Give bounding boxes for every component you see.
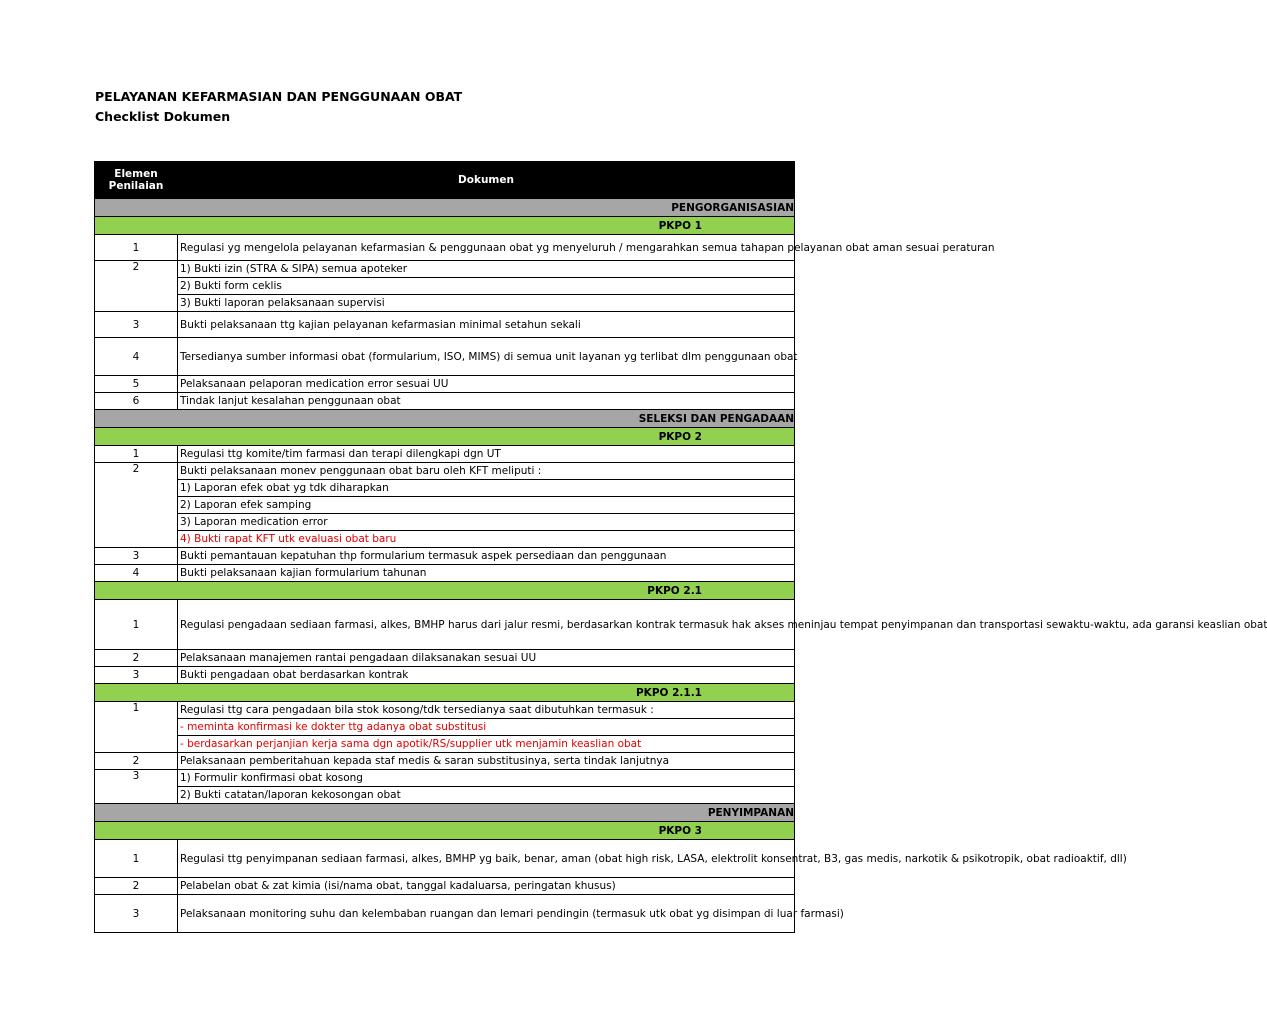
document-cell: 2) Bukti form ceklis xyxy=(178,278,795,295)
elemen-number: 2 xyxy=(95,753,178,770)
pkpo-row xyxy=(95,684,795,702)
table-header-row xyxy=(95,162,795,199)
pkpo-row xyxy=(95,582,795,600)
table-row xyxy=(95,338,795,376)
table-row xyxy=(95,667,795,684)
table-row xyxy=(95,235,795,261)
document-cell: Bukti pelaksanaan ttg kajian pelayanan kefarmasian minimal setahun sekali xyxy=(178,312,795,338)
document-cell: Bukti pelaksanaan kajian formularium tahunan xyxy=(178,565,795,582)
pkpo-row xyxy=(95,822,795,840)
document-cell: 1) Bukti izin (STRA & SIPA) semua apoteker xyxy=(178,261,795,278)
table-row xyxy=(95,463,795,480)
section-row xyxy=(95,410,795,428)
elemen-number: 3 xyxy=(95,667,178,684)
elemen-number: 4 xyxy=(95,338,178,376)
table-row xyxy=(95,295,795,312)
document-cell: 2) Laporan efek samping xyxy=(178,497,795,514)
document-cell: Pelaksanaan monitoring suhu dan kelembaban ruangan dan lemari pendingin (termasuk utk obat yg disimpan di luar farmasi) xyxy=(178,895,795,933)
document-cell: Regulasi yg mengelola pelayanan kefarmasian & penggunaan obat yg menyeluruh / mengarahkan semua tahapan pelayanan obat aman sesuai peraturan xyxy=(178,235,795,261)
document-title: PELAYANAN KEFARMASIAN DAN PENGGUNAAN OBAT xyxy=(95,89,463,104)
section-label-seleksi: SELEKSI DAN PENGADAAN xyxy=(638,412,794,425)
document-cell: 1) Formulir konfirmasi obat kosong xyxy=(178,770,795,787)
elemen-number: 3 xyxy=(95,312,178,338)
section-label-penyimpanan: PENYIMPANAN xyxy=(707,806,794,819)
elemen-number: 1 xyxy=(95,840,178,878)
document-cell: Tersedianya sumber informasi obat (formularium, ISO, MIMS) di semua unit layanan yg terlibat dlm penggunaan obat xyxy=(178,338,795,376)
checklist-table xyxy=(94,161,1267,933)
document-cell: 1) Laporan efek obat yg tdk diharapkan xyxy=(178,480,795,497)
pkpo-label-2-1-1: PKPO 2.1.1 xyxy=(635,686,702,699)
elemen-number: 4 xyxy=(95,565,178,582)
table-row xyxy=(95,312,795,338)
pkpo-row xyxy=(95,217,795,235)
document-cell: 2) Bukti catatan/laporan kekosongan obat xyxy=(178,787,795,804)
document-cell: Pelabelan obat & zat kimia (isi/nama obat, tanggal kadaluarsa, peringatan khusus) xyxy=(178,878,795,895)
table-row xyxy=(95,565,795,582)
document-cell: Tindak lanjut kesalahan penggunaan obat xyxy=(178,393,795,410)
document-cell: - berdasarkan perjanjian kerja sama dgn apotik/RS/supplier utk menjamin keaslian obat xyxy=(178,736,795,753)
elemen-number: 2 xyxy=(95,878,178,895)
elemen-number: 2 xyxy=(95,463,178,548)
pkpo-row xyxy=(95,428,795,446)
table-row xyxy=(95,736,795,753)
section-row xyxy=(95,199,795,217)
document-cell: 4) Bukti rapat KFT utk evaluasi obat baru xyxy=(178,531,795,548)
pkpo-label-1: PKPO 1 xyxy=(658,219,702,232)
table-row xyxy=(95,650,795,667)
header-dokumen: Dokumen xyxy=(178,162,795,199)
table-row xyxy=(95,770,795,787)
pkpo-label-2: PKPO 2 xyxy=(658,430,702,443)
document-cell: 3) Bukti laporan pelaksanaan supervisi xyxy=(178,295,795,312)
table-row xyxy=(95,702,795,719)
pkpo-label-3: PKPO 3 xyxy=(658,824,702,837)
document-cell: - meminta konfirmasi ke dokter ttg adanya obat substitusi xyxy=(178,719,795,736)
document-cell: 3) Laporan medication error xyxy=(178,514,795,531)
table-row xyxy=(95,446,795,463)
elemen-number: 3 xyxy=(95,548,178,565)
table-row xyxy=(95,278,795,295)
table-row xyxy=(95,840,795,878)
document-cell: Bukti pemantauan kepatuhan thp formularium termasuk aspek persediaan dan penggunaan xyxy=(178,548,795,565)
document-titles xyxy=(95,88,462,126)
table-row xyxy=(95,600,795,650)
header-elemen-penilaian: Elemen Penilaian xyxy=(95,162,178,199)
table-row xyxy=(95,261,795,278)
table-row xyxy=(95,895,795,933)
document-cell: Regulasi pengadaan sediaan farmasi, alkes, BMHP harus dari jalur resmi, berdasarkan kontrak termasuk hak akses meninjau tempat penyimpanan dan transportasi sewaktu-waktu, ada garansi keaslian obat xyxy=(178,600,795,650)
elemen-number: 1 xyxy=(95,702,178,753)
elemen-number: 1 xyxy=(95,446,178,463)
table-row xyxy=(95,531,795,548)
document-cell: Regulasi ttg penyimpanan sediaan farmasi, alkes, BMHP yg baik, benar, aman (obat high risk, LASA, elektrolit konsentrat, B3, gas medis, narkotik & psikotropik, obat radioaktif, dll) xyxy=(178,840,795,878)
document-cell: Pelaksanaan pemberitahuan kepada staf medis & saran substitusinya, serta tindak lanjutnya xyxy=(178,753,795,770)
table-row xyxy=(95,497,795,514)
elemen-number: 5 xyxy=(95,376,178,393)
document-cell: Pelaksanaan pelaporan medication error sesuai UU xyxy=(178,376,795,393)
section-label-pengorganisasian: PENGORGANISASIAN xyxy=(671,201,794,214)
document-cell: Pelaksanaan manajemen rantai pengadaan dilaksanakan sesuai UU xyxy=(178,650,795,667)
document-cell: Bukti pengadaan obat berdasarkan kontrak xyxy=(178,667,795,684)
document-cell: Regulasi ttg komite/tim farmasi dan terapi dilengkapi dgn UT xyxy=(178,446,795,463)
table-row xyxy=(95,514,795,531)
table-row xyxy=(95,376,795,393)
elemen-number: 3 xyxy=(95,770,178,804)
table-row xyxy=(95,787,795,804)
section-row xyxy=(95,804,795,822)
table-row xyxy=(95,719,795,736)
table-row xyxy=(95,753,795,770)
elemen-number: 6 xyxy=(95,393,178,410)
elemen-number: 1 xyxy=(95,600,178,650)
document-cell: Regulasi ttg cara pengadaan bila stok kosong/tdk tersedianya saat dibutuhkan termasuk : xyxy=(178,702,795,719)
document-cell: Bukti pelaksanaan monev penggunaan obat baru oleh KFT meliputi : xyxy=(178,463,795,480)
table-row xyxy=(95,548,795,565)
elemen-number: 1 xyxy=(95,235,178,261)
elemen-number: 2 xyxy=(95,650,178,667)
table-row xyxy=(95,878,795,895)
elemen-number: 2 xyxy=(95,261,178,312)
table-row xyxy=(95,393,795,410)
document-subtitle: Checklist Dokumen xyxy=(95,109,231,124)
table-row xyxy=(95,480,795,497)
elemen-number: 3 xyxy=(95,895,178,933)
pkpo-label-2-1: PKPO 2.1 xyxy=(647,584,702,597)
